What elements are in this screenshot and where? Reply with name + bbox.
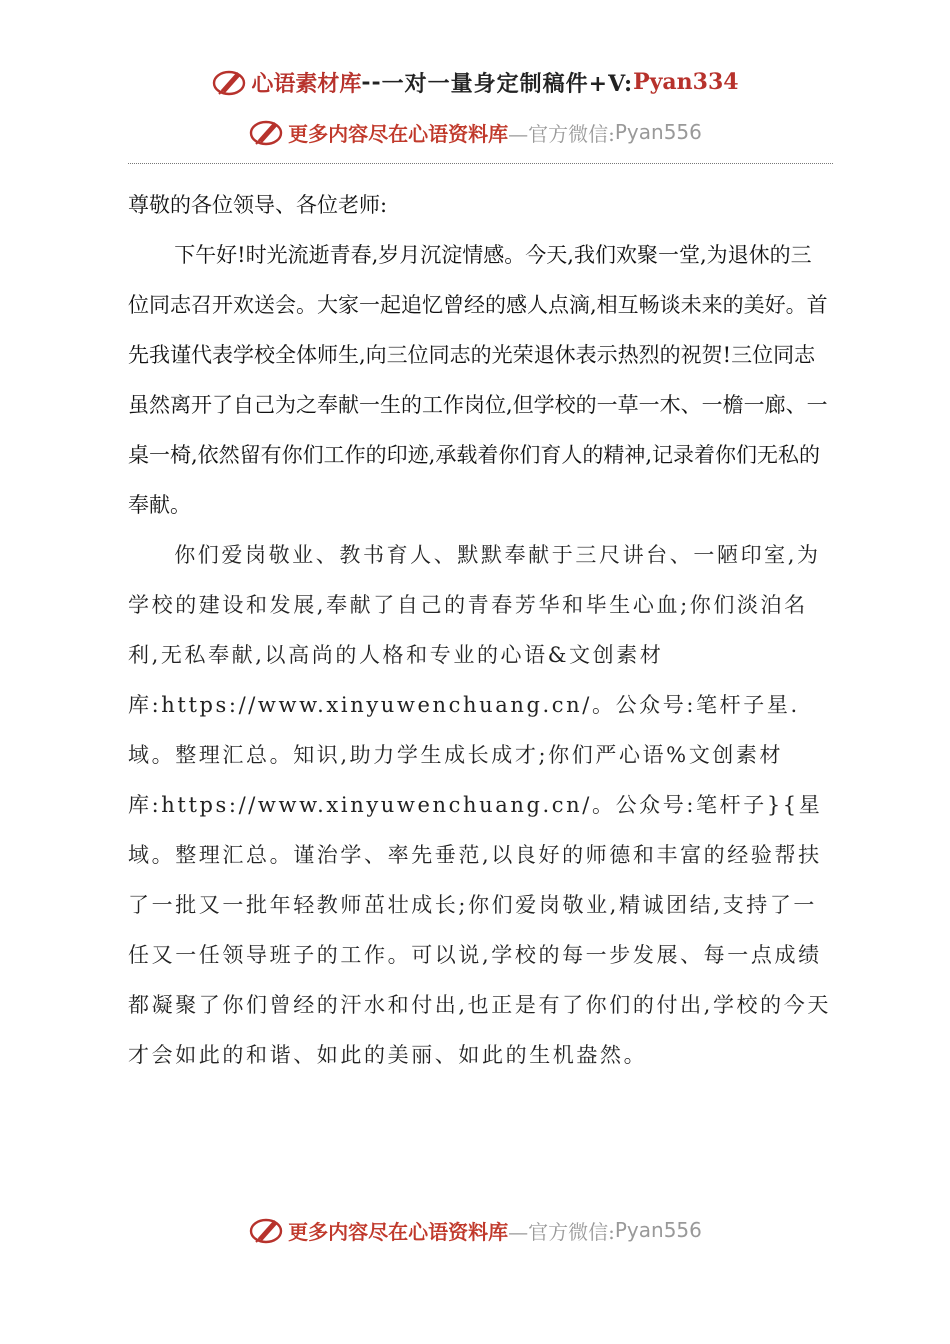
brand-separator: -- xyxy=(361,69,382,95)
tagline-prefix: 更多内容尽在心语资料库 xyxy=(288,121,509,146)
footer-tagline xyxy=(0,1210,950,1250)
pen-nib-logo-icon xyxy=(248,1214,286,1246)
footer-contact: Pyan556 xyxy=(614,1218,702,1242)
greeting: 尊敬的各位领导、各位老师: xyxy=(128,193,388,217)
footer-middle: —官方微信: xyxy=(508,1219,615,1244)
brand-name: 心语素材库 xyxy=(251,70,362,97)
brand-slogan: 一对一量身定制稿件+V: xyxy=(381,70,634,97)
document-body xyxy=(128,180,832,1080)
tagline-middle: —官方微信: xyxy=(508,121,615,146)
header-banner xyxy=(0,62,950,102)
footer-prefix: 更多内容尽在心语资料库 xyxy=(288,1219,509,1244)
pen-nib-logo-icon xyxy=(248,116,286,148)
brand-contact: Pyan334 xyxy=(633,69,739,95)
pen-nib-logo-icon xyxy=(211,66,249,98)
tagline-contact: Pyan556 xyxy=(614,120,702,144)
paragraph-2: 你们爱岗敬业、教书育人、默默奉献于三尺讲台、一陋印室,为学校的建设和发展,奉献了自己的青春芳华和毕生心血;你们淡泊名利,无私奉献,以高尚的人格和专业的心语&文创素材库:https://www.xinyuwenchuang.cn/。公众号:笔杆子星.域。整理汇总。知识,助力学生成长成才;你们严心语%文创素材库:https://www.xinyuwenchuang.cn/。公众号:笔杆子}{星域。整理汇总。谨治学、率先垂范,以良好的师德和丰富的经验帮扶了一批又一批年轻教师茁壮成长;你们爱岗敬业,精诚团结,支持了一任又一任领导班子的工作。可以说,学校的每一步发展、每一点成绩都凝聚了你们曾经的汗水和付出,也正是有了你们的付出,学校的今天才会如此的和谐、如此的美丽、如此的生机盎然。 xyxy=(128,543,831,1067)
header-tagline xyxy=(0,112,950,152)
paragraph-1: 下午好!时光流逝青春,岁月沉淀情感。今天,我们欢聚一堂,为退休的三位同志召开欢送会。大家一起追忆曾经的感人点滴,相互畅谈未来的美好。首先我谨代表学校全体师生,向三位同志的光荣退休表示热烈的祝贺!三位同志虽然离开了自己为之奉献一生的工作岗位,但学校的一草一木、一檐一廊、一桌一椅,依然留有你们工作的印迹,承载着你们育人的精神,记录着你们无私的奉献。 xyxy=(128,243,828,517)
header-divider xyxy=(128,163,833,164)
